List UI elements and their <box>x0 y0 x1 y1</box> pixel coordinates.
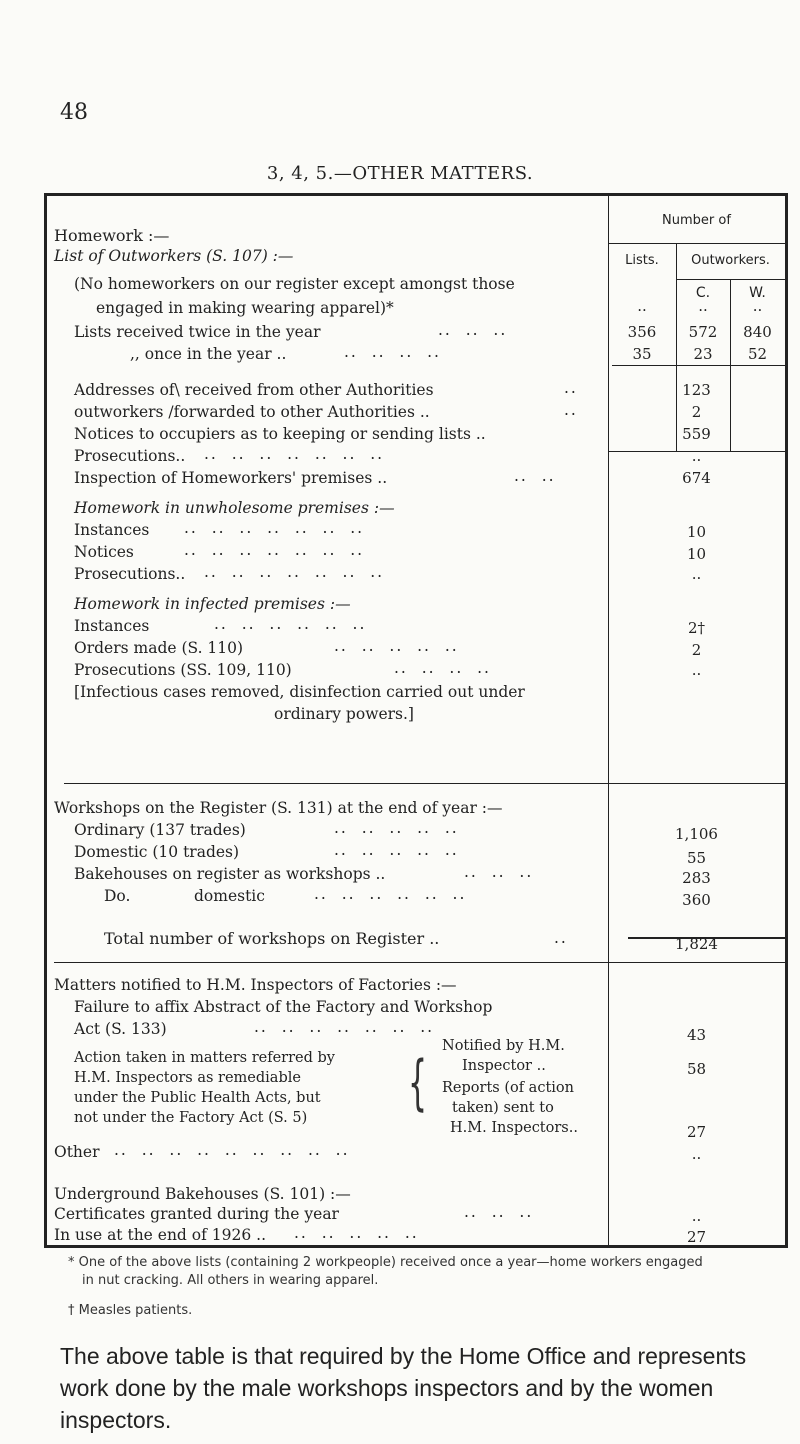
bakehouses-value: 283 <box>682 869 711 887</box>
once-leader: .. .. .. .. <box>344 343 441 361</box>
other-leader: .. .. .. .. .. .. .. .. .. <box>114 1141 350 1159</box>
certificates-label: Certificates granted during the year <box>54 1205 339 1223</box>
reports-line1: Reports (of action <box>442 1080 574 1096</box>
header-divider <box>608 243 785 244</box>
infected-orders-label: Orders made (S. 110) <box>74 639 244 657</box>
footnote-dagger: † Measles patients. <box>68 1303 193 1318</box>
homework-note-line1: (No homeworkers on our register except amongst those <box>74 275 515 293</box>
infected-prosecutions-leader: .. .. .. .. <box>394 659 491 677</box>
inspection-value: 674 <box>682 469 711 487</box>
certificates-leader: .. .. .. <box>464 1203 534 1221</box>
action-line2: H.M. Inspectors as remediable <box>74 1070 301 1086</box>
row-none-c: .. <box>698 297 708 315</box>
unwholesome-prosecutions-value: .. <box>691 565 702 583</box>
twice-lists: 356 <box>627 323 657 341</box>
addresses-leader1: .. <box>564 379 578 397</box>
twice-w: 840 <box>743 323 772 341</box>
inspection-leader: .. .. <box>514 467 556 485</box>
action-brace: { <box>408 1048 428 1118</box>
unwholesome-notices-value: 10 <box>686 545 707 563</box>
bakehouses-leader: .. .. .. <box>464 863 534 881</box>
section-rule-workshops-right <box>608 962 785 963</box>
closing-paragraph: The above table is that required by the Home Office and represents work done by the male workshops inspectors and by the women inspectors. <box>60 1343 747 1433</box>
prosecutions-leader: .. .. .. .. .. .. .. <box>204 445 385 463</box>
table-top-border <box>44 193 788 196</box>
unwholesome-heading: Homework in unwholesome premises :— <box>74 499 395 517</box>
reports-line3: H.M. Inspectors.. <box>450 1120 578 1136</box>
underground-heading: Underground Bakehouses (S. 101) :— <box>54 1185 351 1203</box>
domestic-leader: .. .. .. .. .. <box>334 841 459 859</box>
unwholesome-prosecutions-label: Prosecutions.. <box>74 565 186 583</box>
do-domestic-label: domestic <box>194 887 265 905</box>
unwholesome-notices-leader: .. .. .. .. .. .. .. <box>184 541 365 559</box>
notices-value: 559 <box>682 425 711 443</box>
reports-line2: taken) sent to <box>452 1100 554 1116</box>
in-use-leader: .. .. .. .. .. <box>294 1224 419 1242</box>
addresses-leader2: .. <box>564 401 578 419</box>
total-value: 1,824 <box>675 935 718 953</box>
row-none-w: .. <box>752 297 763 315</box>
notified-line1: Notified by H.M. <box>442 1038 565 1054</box>
footnote-star-line1: * One of the above lists (containing 2 workpeople) received once a year—home workers engaged <box>68 1255 703 1270</box>
ordinary-label: Ordinary (137 trades) <box>74 821 246 839</box>
notified-value: 58 <box>686 1060 707 1078</box>
domestic-label: Domestic (10 trades) <box>74 843 240 861</box>
footnote-star-line2: in nut cracking. All others in wearing apparel. <box>82 1273 379 1288</box>
ordinary-leader: .. .. .. .. .. <box>334 819 459 837</box>
table-left-border <box>44 193 47 1248</box>
twice-c: 572 <box>688 323 718 341</box>
prosecutions-label: Prosecutions.. <box>74 447 186 465</box>
total-label: Total number of workshops on Register .. <box>104 929 440 948</box>
infected-orders-value: 2 <box>691 641 702 659</box>
failure-leader: .. .. .. .. .. .. .. <box>254 1018 435 1036</box>
domestic-value: 55 <box>686 849 707 867</box>
reports-value: 27 <box>686 1123 707 1141</box>
unwholesome-instances-leader: .. .. .. .. .. .. .. <box>184 519 365 537</box>
infected-instances-value: 2† <box>687 619 706 637</box>
failure-line2: Act (S. 133) <box>74 1020 167 1038</box>
addresses-line1: Addresses of\ received from other Authorities <box>74 381 434 399</box>
do-domestic-leader: .. .. .. .. .. .. <box>314 885 467 903</box>
section-rule-homework <box>64 783 608 784</box>
once-label: ,, once in the year .. <box>130 345 287 363</box>
section-title: 3, 4, 5.—OTHER MATTERS. <box>266 163 534 184</box>
homework-heading: Homework :— <box>54 226 170 245</box>
once-lists: 35 <box>632 345 652 363</box>
header-w: W. <box>749 285 766 301</box>
total-leader: .. <box>554 929 568 947</box>
in-use-label: In use at the end of 1926 .. <box>54 1226 267 1244</box>
infected-orders-leader: .. .. .. .. .. <box>334 637 459 655</box>
infected-instances-label: Instances <box>74 617 150 635</box>
header-lists: Lists. <box>625 253 659 268</box>
failure-line1: Failure to affix Abstract of the Factory and Workshop <box>74 998 493 1016</box>
action-line3: under the Public Health Acts, but <box>74 1090 321 1106</box>
addresses-received-value: 123 <box>682 381 711 399</box>
notices-label: Notices to occupiers as to keeping or sending lists .. <box>74 425 486 443</box>
notified-line2: Inspector .. <box>462 1058 546 1074</box>
twice-leader: .. .. .. <box>438 321 508 339</box>
failure-value: 43 <box>686 1026 707 1044</box>
infected-instances-leader: .. .. .. .. .. .. <box>214 615 367 633</box>
once-c: 23 <box>693 345 713 363</box>
action-line4: not under the Factory Act (S. 5) <box>74 1110 308 1126</box>
infected-prosecutions-label: Prosecutions (SS. 109, 110) <box>74 661 292 679</box>
action-line1: Action taken in matters referred by <box>74 1050 335 1066</box>
table-right-border <box>785 193 788 1248</box>
addresses-forwarded-value: 2 <box>691 403 702 421</box>
inspection-label: Inspection of Homeworkers' premises .. <box>74 469 388 487</box>
header-outworkers: Outworkers. <box>691 253 770 268</box>
unwholesome-prosecutions-leader: .. .. .. .. .. .. .. <box>204 563 385 581</box>
twice-label: Lists received twice in the year <box>74 323 321 341</box>
bakehouses-label: Bakehouses on register as workshops .. <box>74 865 386 883</box>
unwholesome-notices-label: Notices <box>74 543 134 561</box>
page-number: 48 <box>60 100 88 125</box>
matters-heading: Matters notified to H.M. Inspectors of Factories :— <box>54 976 457 994</box>
once-underline <box>612 365 785 366</box>
ordinary-value: 1,106 <box>675 825 718 843</box>
addresses-line2: outworkers /forwarded to other Authorities .. <box>74 403 430 421</box>
section-rule-workshops-left <box>54 962 608 963</box>
section-rule-homework-right <box>608 783 785 784</box>
infected-heading: Homework in infected premises :— <box>74 595 351 613</box>
row-none-lists: .. <box>637 297 647 315</box>
certificates-value: .. <box>691 1207 702 1225</box>
in-use-value: 27 <box>686 1228 707 1246</box>
homework-note-line2: engaged in making wearing apparel)* <box>96 299 394 317</box>
other-label: Other <box>54 1143 100 1161</box>
header-c: C. <box>695 285 711 301</box>
unwholesome-instances-label: Instances <box>74 521 150 539</box>
do-label: Do. <box>104 887 131 905</box>
other-value: .. <box>691 1145 702 1163</box>
unwholesome-instances-value: 10 <box>686 523 707 541</box>
infected-prosecutions-value: .. <box>691 661 702 679</box>
do-domestic-value: 360 <box>682 891 711 909</box>
workshops-heading: Workshops on the Register (S. 131) at the end of year :— <box>54 799 503 817</box>
prosecutions-value: .. <box>691 447 702 465</box>
infected-note-line1: [Infectious cases removed, disinfection carried out under <box>74 683 525 701</box>
infected-note-line2: ordinary powers.] <box>274 705 414 723</box>
statistics-table <box>44 193 788 1248</box>
homework-subheading: List of Outworkers (S. 107) :— <box>54 247 294 265</box>
once-w: 52 <box>747 345 768 363</box>
header-number-of: Number of <box>662 213 731 228</box>
